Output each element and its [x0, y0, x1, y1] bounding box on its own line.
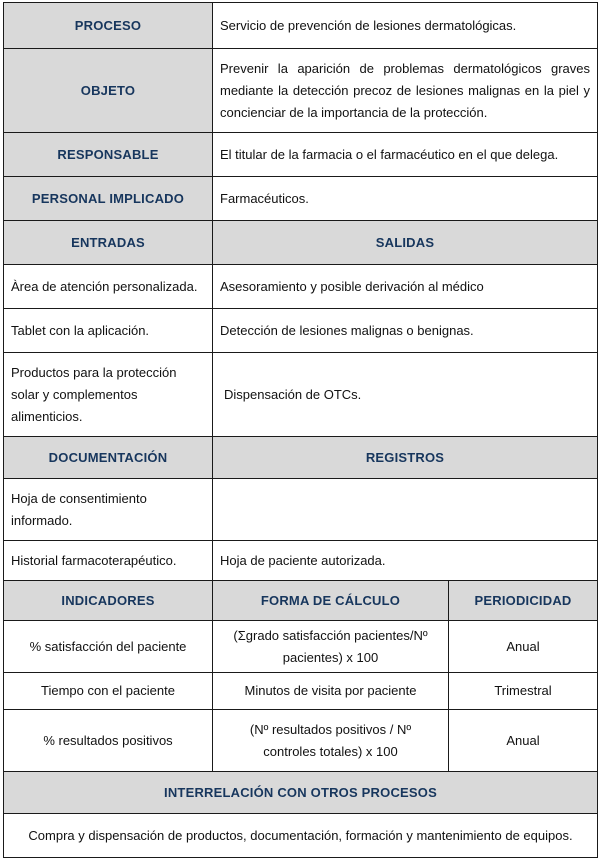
salida-cell: Detección de lesiones malignas o benignas.: [213, 309, 598, 353]
calculo-cell: (Σgrado satisfacción pacientes/Nº pacientes) x 100: [213, 621, 449, 673]
indicador-cell: % satisfacción del paciente: [4, 621, 213, 673]
entrada-salida-row: [4, 309, 598, 353]
entrada-cell: Tablet con la aplicación.: [4, 309, 213, 353]
objeto-value: Prevenir la aparición de problemas dermatológicos graves mediante la detección precoz de lesiones malignas en la piel y concienciar de la importancia de la protección.: [213, 49, 598, 133]
entradas-header: ENTRADAS: [4, 221, 213, 265]
registro-cell: [213, 479, 598, 541]
calculo-cell: (Nº resultados positivos / Nº controles totales) x 100: [213, 710, 449, 772]
registros-header: REGISTROS: [213, 437, 598, 479]
proceso-value: Servicio de prevención de lesiones dermatológicas.: [213, 3, 598, 49]
entrada-salida-row: [4, 353, 598, 437]
interrelacion-header: INTERRELACIÓN CON OTROS PROCESOS: [4, 772, 598, 814]
row-interrelacion-header: [4, 772, 598, 814]
row-entradas-salidas-header: [4, 221, 598, 265]
indicador-cell: % resultados positivos: [4, 710, 213, 772]
process-table: [3, 2, 598, 858]
entrada-salida-row: [4, 265, 598, 309]
periodicidad-cell: Anual: [449, 710, 598, 772]
registro-cell: Hoja de paciente autorizada.: [213, 541, 598, 581]
calculo-header: FORMA DE CÁLCULO: [213, 581, 449, 621]
indicador-cell: Tiempo con el paciente: [4, 673, 213, 710]
interrelacion-value: Compra y dispensación de productos, documentación, formación y mantenimiento de equipos.: [4, 814, 598, 858]
salida-cell: Asesoramiento y posible derivación al médico: [213, 265, 598, 309]
indicadores-header: INDICADORES: [4, 581, 213, 621]
calculo-cell: Minutos de visita por paciente: [213, 673, 449, 710]
row-responsable: [4, 133, 598, 177]
row-indicadores-header: [4, 581, 598, 621]
entrada-cell: Àrea de atención personalizada.: [4, 265, 213, 309]
row-documentacion-registros-header: [4, 437, 598, 479]
documentacion-cell: Hoja de consentimiento informado.: [4, 479, 213, 541]
row-interrelacion-value: [4, 814, 598, 858]
personal-value: Farmacéuticos.: [213, 177, 598, 221]
indicador-row: [4, 710, 598, 772]
entrada-cell: Productos para la protección solar y complementos alimenticios.: [4, 353, 213, 437]
periodicidad-cell: Trimestral: [449, 673, 598, 710]
row-objeto: [4, 49, 598, 133]
row-proceso: [4, 3, 598, 49]
periodicidad-cell: Anual: [449, 621, 598, 673]
objeto-label: OBJETO: [4, 49, 213, 133]
personal-label: PERSONAL IMPLICADO: [4, 177, 213, 221]
responsable-label: RESPONSABLE: [4, 133, 213, 177]
documentacion-row: [4, 541, 598, 581]
row-personal-implicado: [4, 177, 598, 221]
periodicidad-header: PERIODICIDAD: [449, 581, 598, 621]
salidas-header: SALIDAS: [213, 221, 598, 265]
responsable-value: El titular de la farmacia o el farmacéutico en el que delega.: [213, 133, 598, 177]
documentacion-header: DOCUMENTACIÓN: [4, 437, 213, 479]
salida-cell: Dispensación de OTCs.: [213, 353, 598, 437]
indicador-row: [4, 673, 598, 710]
proceso-label: PROCESO: [4, 3, 213, 49]
documentacion-cell: Historial farmacoterapéutico.: [4, 541, 213, 581]
documentacion-row: [4, 479, 598, 541]
indicador-row: [4, 621, 598, 673]
